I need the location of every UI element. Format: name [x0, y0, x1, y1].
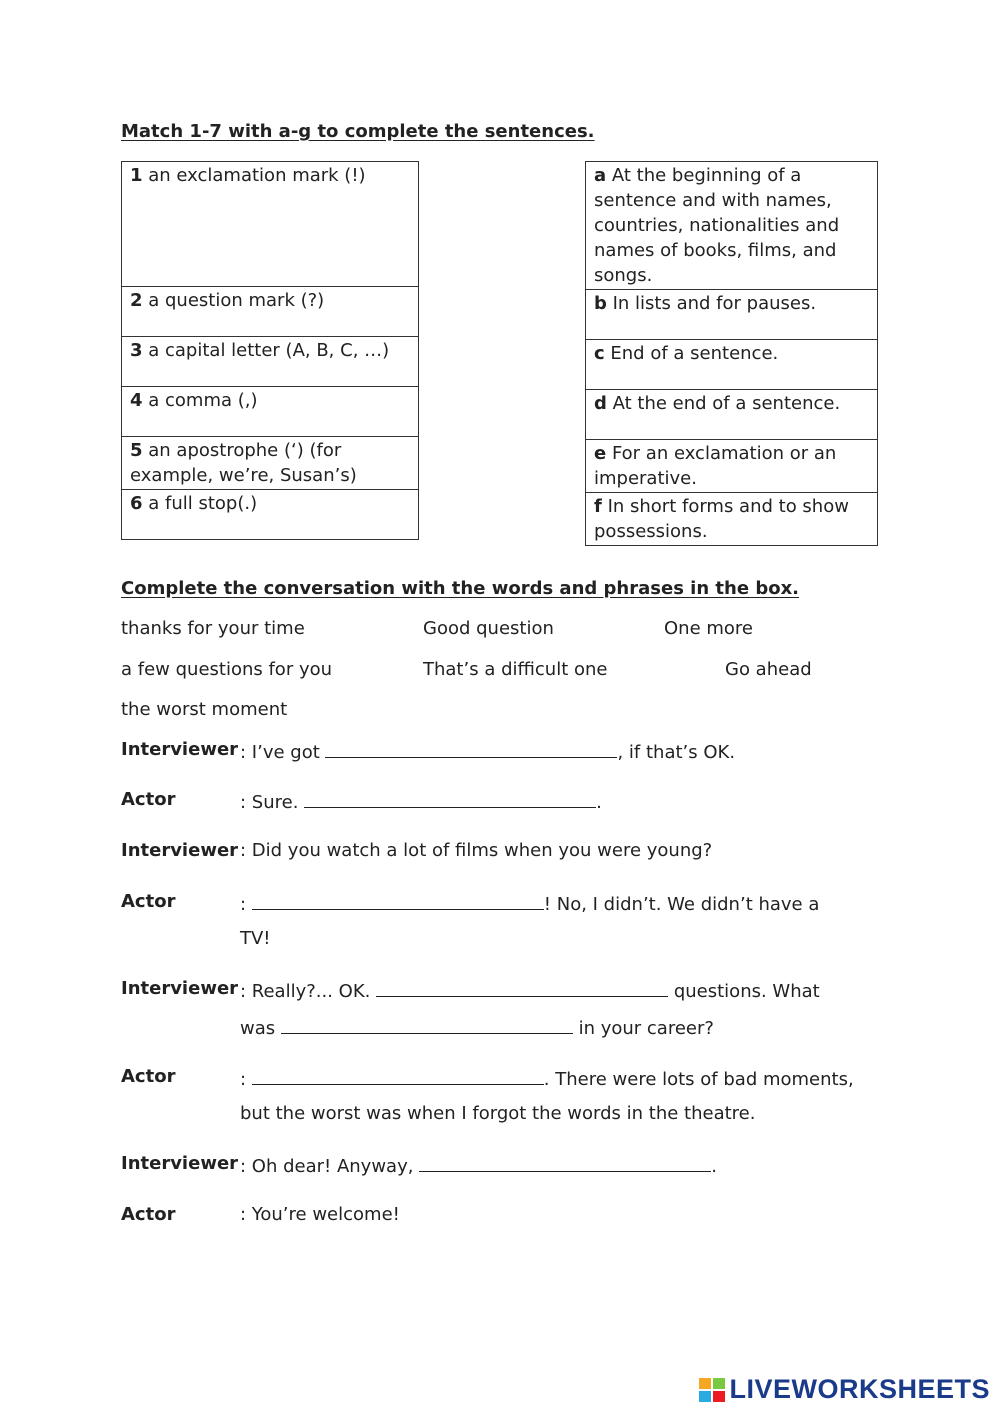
dialogue-line: : Really?... OK. questions. What [240, 978, 820, 1002]
speaker-label: Actor [121, 1066, 176, 1087]
answer-blank[interactable] [304, 789, 596, 808]
speaker-label: Actor [121, 891, 176, 912]
match-table-left [121, 161, 419, 540]
liveworksheets-logo-icon [699, 1378, 725, 1402]
answer-blank[interactable] [252, 891, 544, 910]
dialogue-line-continued: was in your career? [240, 1015, 714, 1039]
speaker-label: Interviewer [121, 840, 239, 861]
right-item-a: a At the beginning of a sentence and with names, countries, nationalities and names of books, films, and songs. [586, 162, 878, 290]
right-item-f: f In short forms and to show possessions. [586, 493, 878, 546]
dialogue-line: : Oh dear! Anyway, . [240, 1153, 717, 1177]
wordbox-item: thanks for your time [121, 618, 305, 639]
dialogue-line: : . There were lots of bad moments, [240, 1066, 854, 1090]
answer-blank[interactable] [252, 1066, 544, 1085]
match-table-right [585, 161, 878, 546]
answer-blank[interactable] [419, 1153, 711, 1172]
speaker-label: Interviewer [121, 739, 239, 760]
left-item-2: 2 a question mark (?) [122, 287, 419, 337]
left-item-6: 6 a full stop(.) [122, 490, 419, 540]
right-item-b: b In lists and for pauses. [586, 290, 878, 340]
left-item-3: 3 a capital letter (A, B, C, …) [122, 337, 419, 387]
dialogue-line: : ! No, I didn’t. We didn’t have a [240, 891, 819, 915]
answer-blank[interactable] [325, 739, 617, 758]
dialogue-line: : Did you watch a lot of films when you were young? [240, 840, 713, 861]
speaker-label: Actor [121, 1204, 176, 1225]
dialogue-line: : You’re welcome! [240, 1204, 400, 1225]
dialogue-line-continued: TV! [240, 928, 271, 949]
left-item-1: 1 an exclamation mark (!) [122, 162, 419, 287]
right-item-d: d At the end of a sentence. [586, 390, 878, 440]
speaker-label: Actor [121, 789, 176, 810]
logo-text: LIVEWORKSHEETS [729, 1374, 990, 1404]
speaker-label: Interviewer [121, 978, 239, 999]
left-item-5: 5 an apostrophe (‘) (for example, we’re, Susan’s) [122, 437, 419, 490]
answer-blank[interactable] [376, 978, 668, 997]
dialogue-line: : Sure. . [240, 789, 602, 813]
wordbox-item: the worst moment [121, 699, 288, 720]
wordbox-item: That’s a difficult one [423, 659, 608, 680]
wordbox-item: a few questions for you [121, 659, 333, 680]
section1-heading: Match 1-7 with a-g to complete the sentences. [121, 121, 595, 142]
wordbox-item: Go ahead [725, 659, 812, 680]
left-item-4: 4 a comma (,) [122, 387, 419, 437]
right-item-c: c End of a sentence. [586, 340, 878, 390]
section2-heading: Complete the conversation with the words and phrases in the box. [121, 578, 800, 599]
wordbox-item: Good question [423, 618, 554, 639]
answer-blank[interactable] [281, 1015, 573, 1034]
dialogue-line-continued: but the worst was when I forgot the words in the theatre. [240, 1103, 756, 1124]
liveworksheets-logo[interactable] [699, 1374, 990, 1405]
right-item-e: e For an exclamation or an imperative. [586, 440, 878, 493]
wordbox-item: One more [664, 618, 753, 639]
dialogue-line: : I’ve got , if that’s OK. [240, 739, 735, 763]
speaker-label: Interviewer [121, 1153, 239, 1174]
